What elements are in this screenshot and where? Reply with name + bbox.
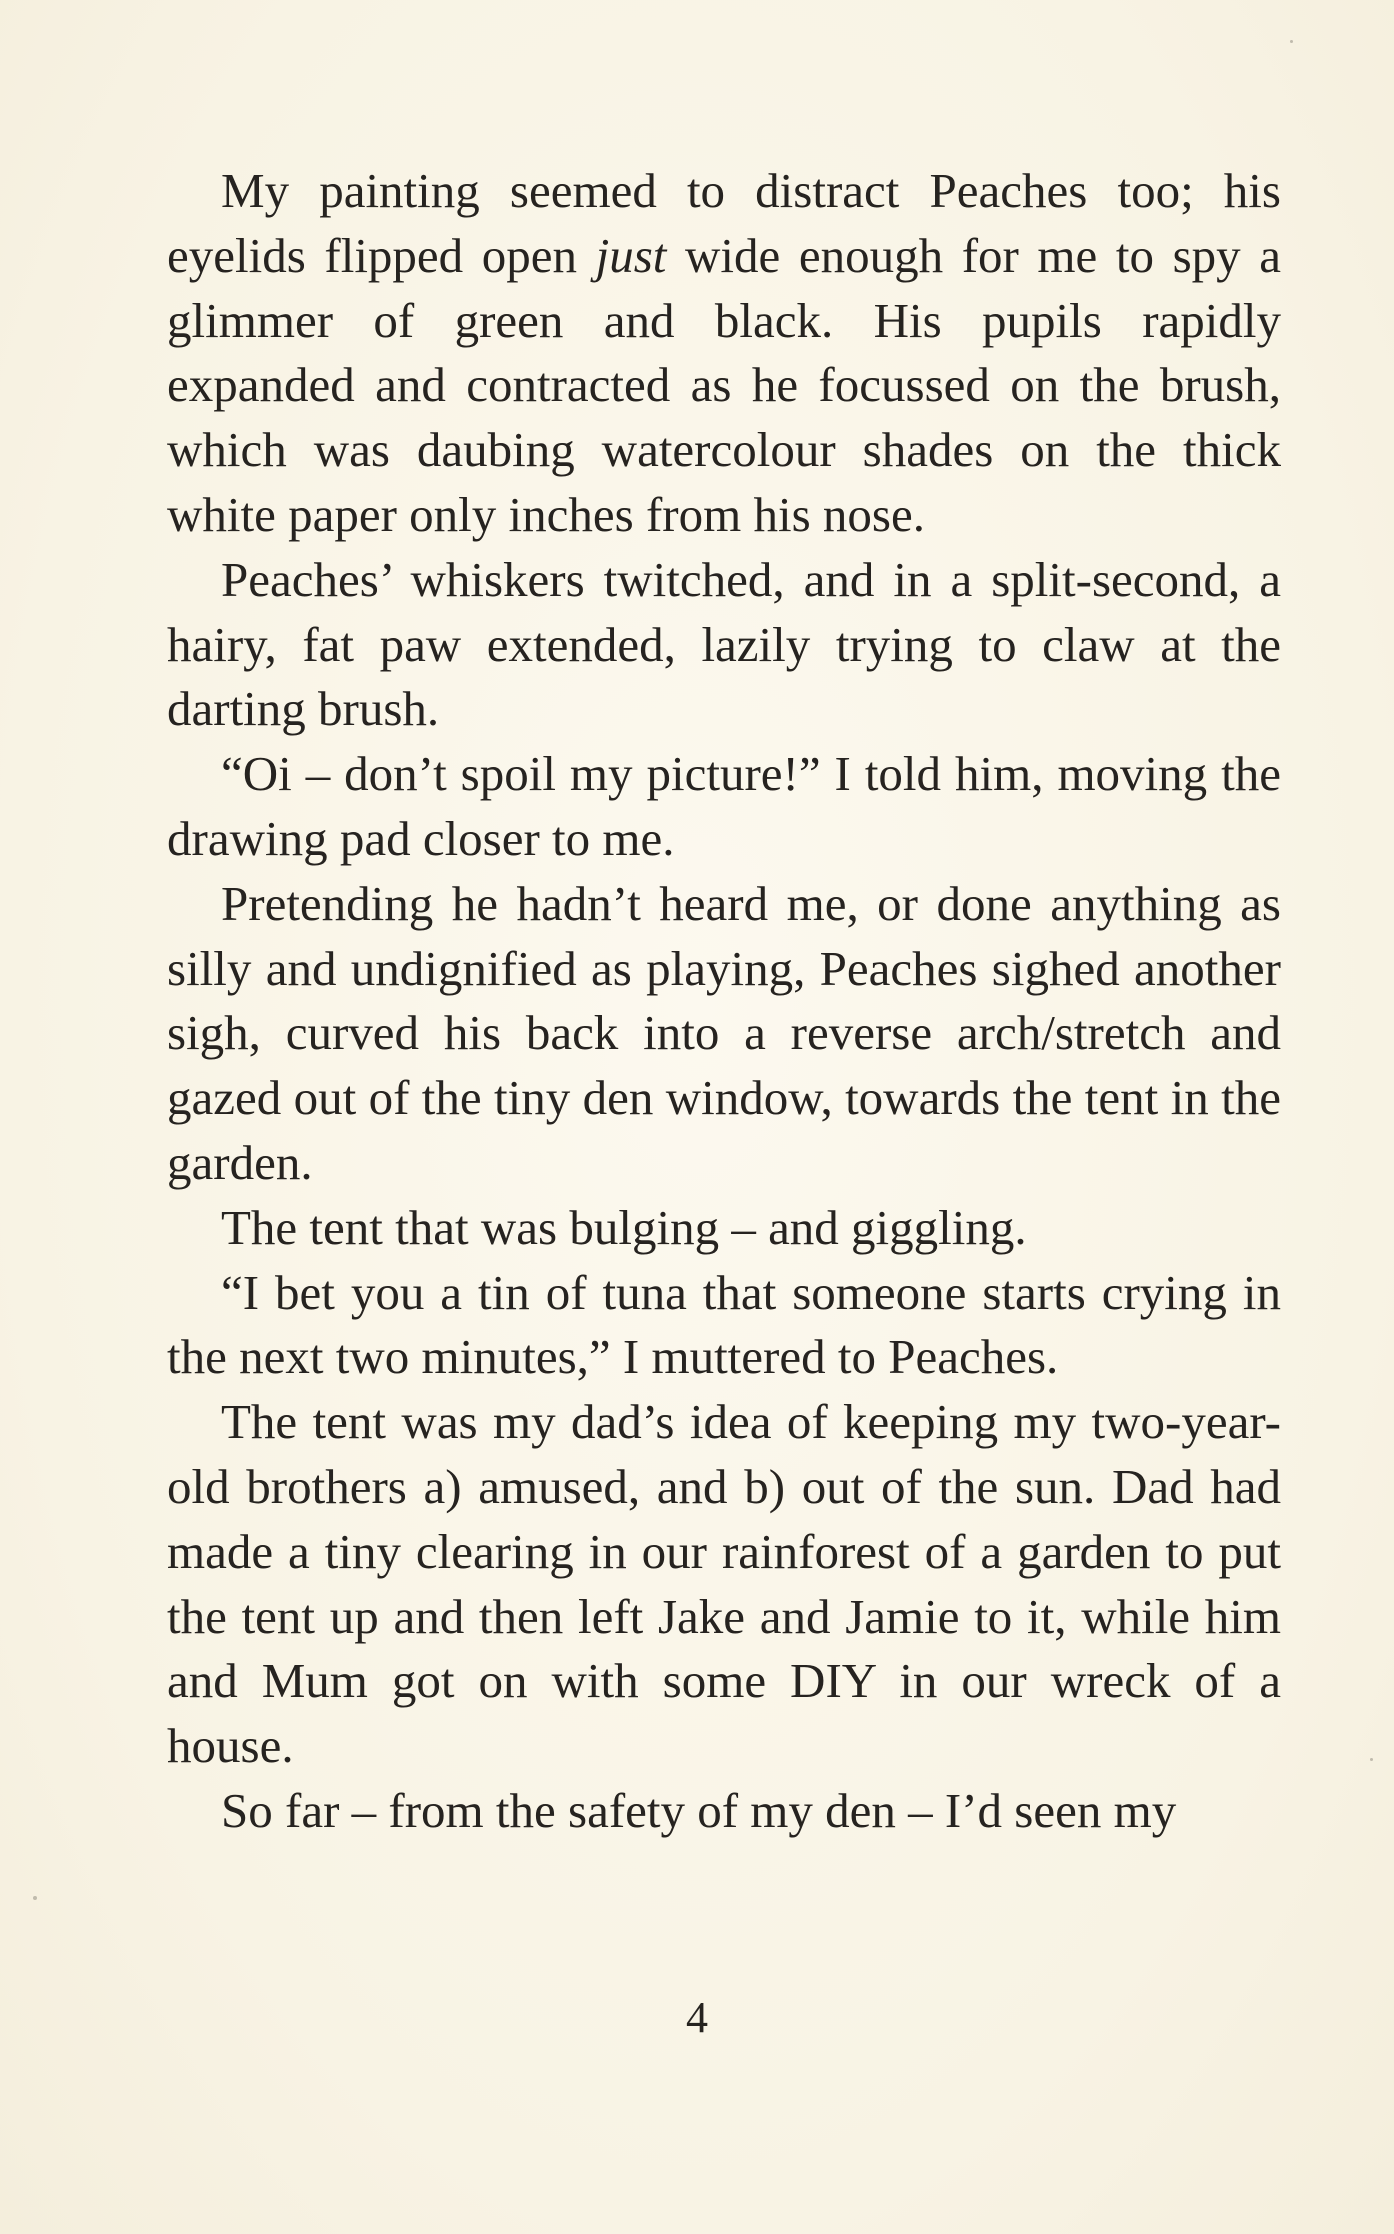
- paragraph: The tent was my dad’s idea of keeping my two-year-old brothers a) amused, and b) out of the sun. Dad had made a tiny clearing in our rainforest of a garden to put the tent up and then left Jake and Jamie to it, while him and Mum got on with some DIY in our wreck of a house.: [167, 1394, 1281, 1774]
- paragraph: My painting seemed to distract Peaches too; his eyelids flipped open just wide enough for me to spy a glimmer of green and black. His pupils rapidly expanded and contracted as he focussed on the brush, which was daubing watercolour shades on the thick white paper only inches from his nose.: [167, 163, 1281, 542]
- page-number: 4: [686, 1993, 708, 2042]
- paragraph: “Oi – don’t spoil my picture!” I told him, moving the drawing pad closer to me.: [167, 746, 1281, 866]
- paper-speck: [1290, 40, 1293, 43]
- paragraph: The tent that was bulging – and giggling.: [221, 1199, 1027, 1255]
- paper-speck: [33, 1896, 37, 1900]
- paragraph: “I bet you a tin of tuna that someone starts crying in the next two minutes,” I muttered to Peaches.: [167, 1264, 1281, 1385]
- body-text: [167, 159, 1281, 1844]
- emphasis: just: [595, 227, 667, 283]
- paper-speck: [1370, 1758, 1373, 1761]
- paragraph: Peaches’ whiskers twitched, and in a split-second, a hairy, fat paw extended, lazily trying to claw at the darting brush.: [167, 551, 1281, 737]
- paragraph: So far – from the safety of my den – I’d seen my: [221, 1782, 1177, 1838]
- paragraph: Pretending he hadn’t heard me, or done anything as silly and undignified as playing, Peaches sighed another sigh, curved his back into a reverse arch/stretch and gazed out of the tiny den window, towards the tent in the garden.: [167, 875, 1281, 1190]
